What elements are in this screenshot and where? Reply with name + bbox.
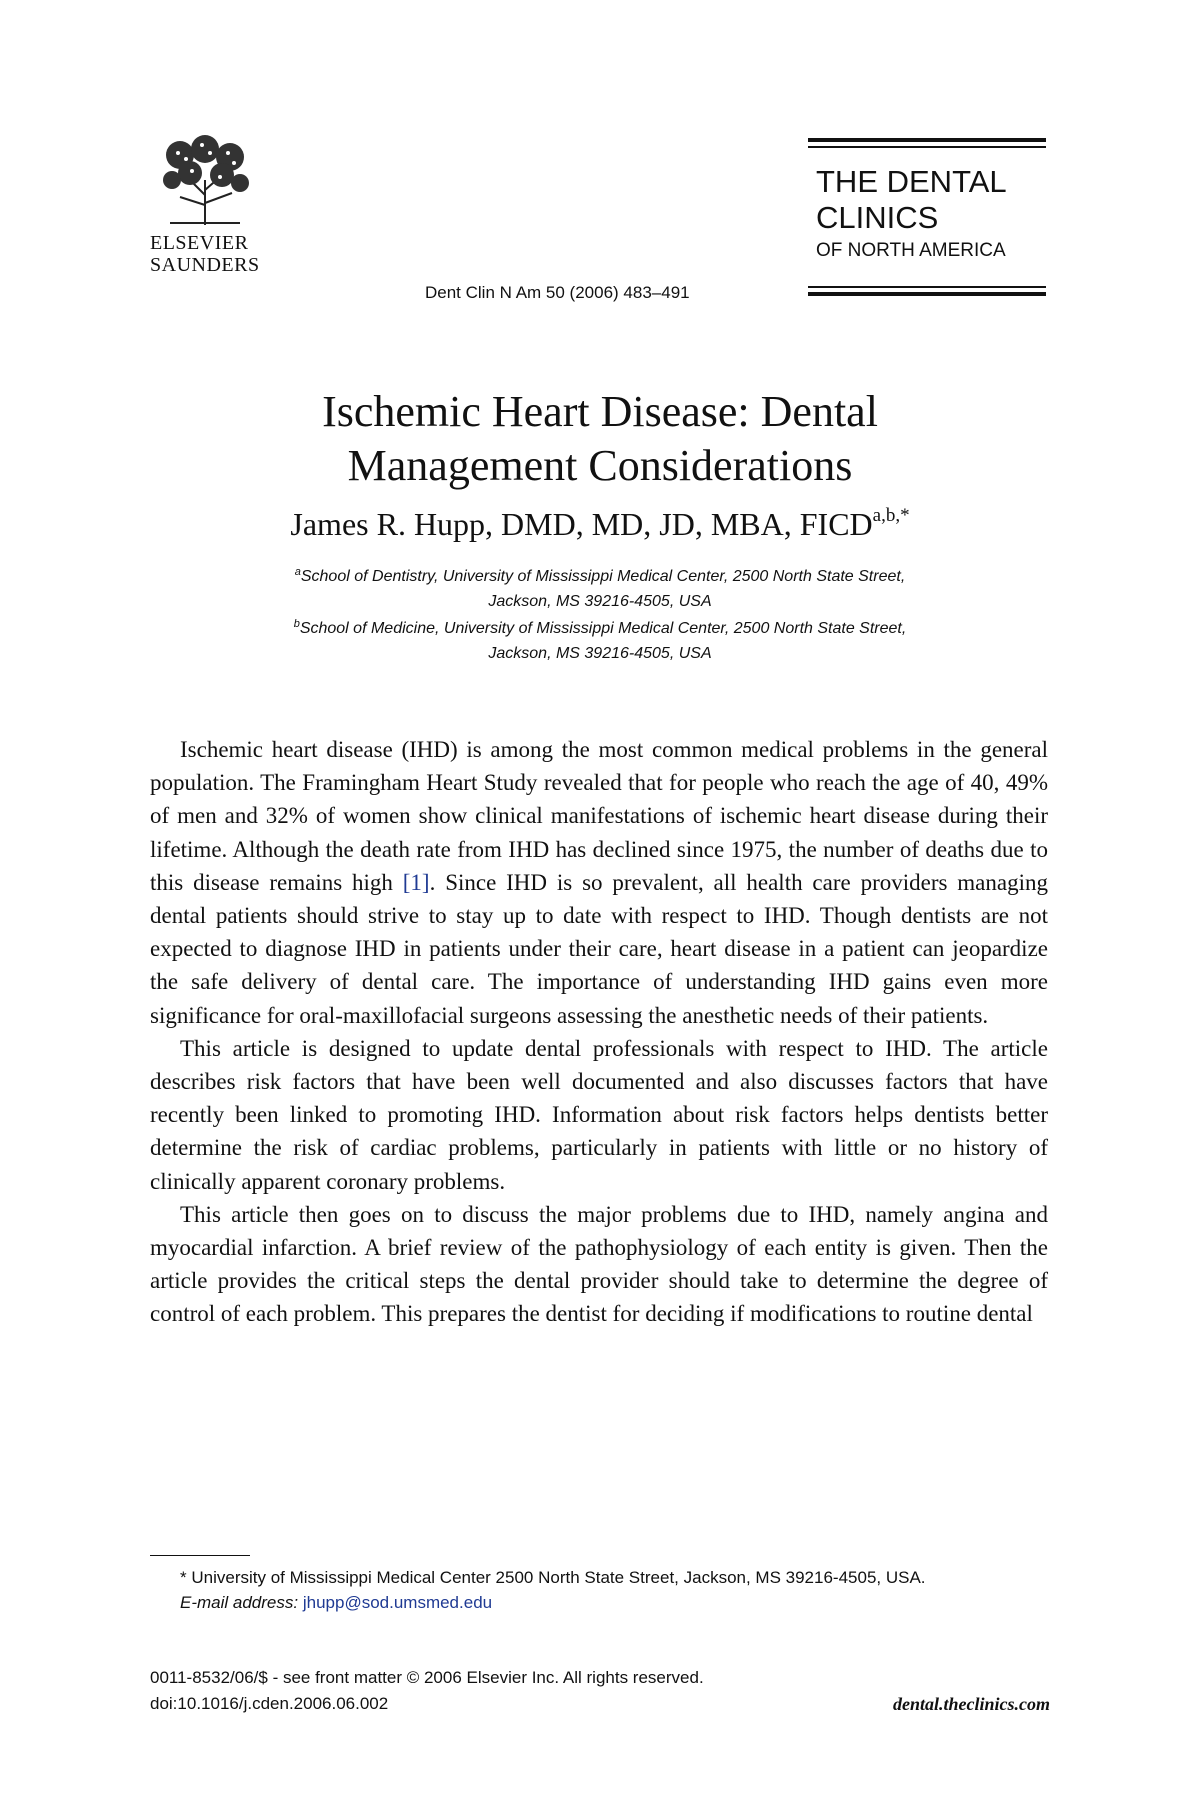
journal-citation: Dent Clin N Am 50 (2006) 483–491	[425, 283, 690, 302]
footnote-rule	[150, 1555, 250, 1556]
affiliation-line: School of Dentistry, University of Mississippi Medical Center, 2500 North State Street,	[300, 568, 906, 585]
affiliation-mark: a	[294, 566, 301, 578]
copyright-line: 0011-8532/06/$ - see front matter © 2006 Elsevier Inc. All rights reserved.	[150, 1668, 704, 1687]
masthead-bottom-rule	[808, 292, 1046, 296]
masthead-top-rule-thin	[808, 146, 1046, 148]
article-body	[150, 733, 1048, 1331]
elsevier-tree-logo-icon	[150, 135, 260, 230]
article-title	[150, 385, 1050, 493]
affiliation-mark: b	[293, 618, 300, 630]
reference-link-1[interactable]: [1]	[402, 869, 430, 895]
affiliation-a	[150, 560, 1050, 614]
affiliation-line: Jackson, MS 39216-4505, USA	[488, 645, 712, 662]
journal-website-link[interactable]: dental.theclinics.com	[893, 1694, 1050, 1714]
publisher-line2: SAUNDERS	[150, 254, 260, 276]
footnote-text: University of Mississippi Medical Center 2500 North State Street, Jackson, MS 39216-4505, USA.	[191, 1568, 926, 1587]
author-marks: a,b,*	[872, 505, 910, 526]
journal-title-line2: CLINICS	[816, 200, 939, 235]
footnote-marker: *	[180, 1568, 187, 1587]
publisher-line1: ELSEVIER	[150, 232, 249, 254]
publisher-name	[150, 232, 270, 276]
journal-title-line1: THE DENTAL	[816, 164, 1007, 199]
masthead-top-rule	[808, 138, 1046, 142]
doi-line: doi:10.1016/j.cden.2006.06.002	[150, 1694, 389, 1713]
journal-masthead	[808, 138, 1046, 300]
publisher-logo	[150, 135, 270, 276]
email-link[interactable]: jhupp@sod.umsmed.edu	[302, 1593, 493, 1612]
paragraph-1-text-cont: . Since IHD is so prevalent, all health care providers managing dental patients should strive to stay up to date with respect to IHD. Though dentists are not expected to diagnose IHD in patients under their care, heart disease in a patient can jeopardize the safe delivery of dental care. The importance of understanding IHD gains even more significance for oral-maxillofacial surgeons assessing the anesthetic needs of their patients.	[150, 869, 1048, 1028]
affiliation-line: School of Medicine, University of Mississippi Medical Center, 2500 North State Street,	[299, 620, 907, 637]
article-title-line2: Management Considerations	[347, 441, 853, 490]
journal-subtitle: OF NORTH AMERICA	[816, 240, 1006, 261]
author-line	[150, 505, 1050, 543]
masthead-bottom-rule-thin	[808, 286, 1046, 288]
author-name: James R. Hupp, DMD, MD, JD, MBA, FICD	[290, 506, 873, 542]
article-title-line1: Ischemic Heart Disease: Dental	[322, 387, 878, 436]
paragraph-1	[150, 733, 1048, 1032]
paragraph-1-text: Ischemic heart disease (IHD) is among the most common medical problems in the general population. The Framingham Heart Study revealed that for people who reach the age of 40, 49% of men and 32% of women show clinical manifestations of ischemic heart disease during their lifetime. Although the death rate from IHD has declined since 1975, the number of deaths due to this disease remains high	[150, 737, 1048, 895]
paragraph-2: This article is designed to update dental professionals with respect to IHD. The article describes risk factors that have been well documented and also discusses factors that have recently been linked to promoting IHD. Information about risk factors helps dentists better determine the risk of cardiac problems, particularly in patients with little or no history of clinically apparent coronary problems.	[150, 1035, 1048, 1194]
affiliation-line: Jackson, MS 39216-4505, USA	[488, 593, 712, 610]
email-label: E-mail address:	[180, 1593, 299, 1612]
paragraph-3: This article then goes on to discuss the major problems due to IHD, namely angina and myocardial infarction. A brief review of the pathophysiology of each entity is given. Then the article provides the critical steps the dental provider should take to determine the degree of control of each problem. This prepares the dentist for deciding if modifications to routine dental	[150, 1201, 1048, 1327]
footnote	[150, 1565, 1048, 1615]
journal-title	[808, 164, 1046, 236]
affiliation-b	[150, 612, 1050, 666]
